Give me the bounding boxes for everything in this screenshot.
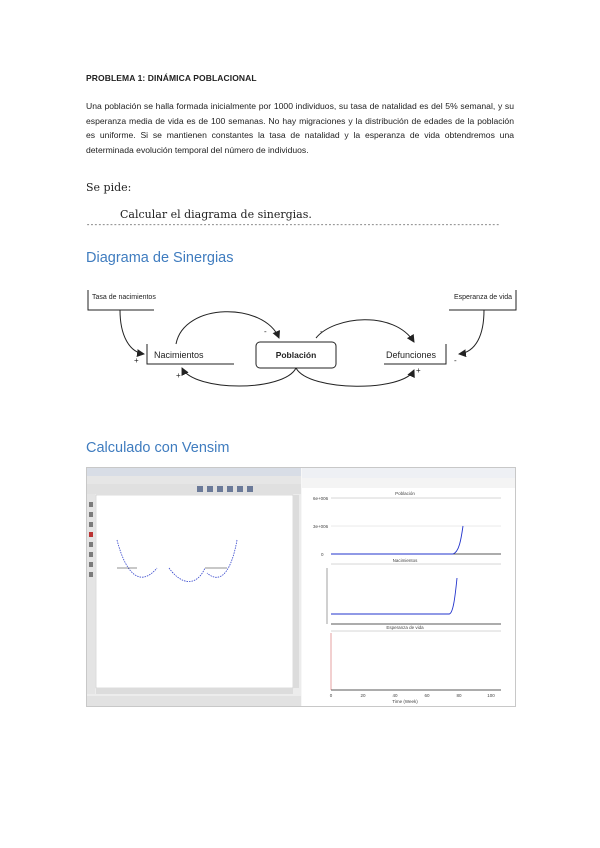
arrow-esperanza-defunciones [459,310,484,354]
x-tick-60: 60 [424,693,430,698]
problem-title: PROBLEMA 1: DINÁMICA POBLACIONAL [86,73,257,83]
graph-title-esperanza: Esperanza de vida [386,625,424,630]
x-tick-100: 100 [487,693,495,698]
synergy-diagram [84,280,524,390]
x-tick-40: 40 [392,693,398,698]
node-poblacion: Población [275,350,317,360]
node-tasa: Tasa de nacimientos [92,294,156,301]
arrow-poblacion-nacimientos [182,368,296,386]
graph-title-nacimientos: Nacimientos [392,558,418,563]
arrow-tasa-nacimientos [120,310,144,354]
x-tick-80: 80 [456,693,462,698]
node-defunciones: Defunciones [386,350,437,360]
graph-title-poblacion: Población [395,491,415,496]
sign-plus-pob-nac: + [176,371,181,380]
x-axis-label: Time (Week) [392,699,418,704]
y-label-mid: 3e+006 [313,524,329,529]
node-esperanza: Esperanza de vida [454,294,512,301]
arrow-poblacion-defunciones-lower [296,368,414,386]
vensim-screenshot [86,467,516,707]
x-tick-0: 0 [329,693,333,698]
y-label-zero: 0 [321,552,324,557]
y-label-top: 6e+006 [313,496,329,501]
x-tick-20: 20 [360,693,366,698]
sign-plus-tasa: + [134,356,139,365]
sign-minus-esp: - [454,356,457,365]
dashed-separator: ---------------------------------------------------------------------------------------------------------- [86,222,500,230]
sign-minus-pob-def: - [320,327,323,336]
node-nacimientos: Nacimientos [154,350,204,360]
task-text: Calcular el diagrama de sinergias. [120,208,312,221]
synergy-heading: Diagrama de Sinergias [86,250,234,266]
se-pide-label: Se pide: [86,181,132,194]
arrow-poblacion-defunciones-arc [316,320,414,342]
sign-minus-nac-pob: - [264,327,267,336]
problem-statement: Una población se halla formada inicialmente por 1000 individuos, su tasa de natalidad es del 5% semanal, y su esperanza media de vida es de 100 semanas. No hay migraciones y la distribución de edades de la población es uniforme. Si se mantienen constantes la tasa de natalidad y la esperanza de vida obtendremos una determinada evolución temporal del número de individuos. [86,101,514,155]
sign-plus-pob-def: + [416,366,421,375]
vensim-heading: Calculado con Vensim [86,440,230,456]
